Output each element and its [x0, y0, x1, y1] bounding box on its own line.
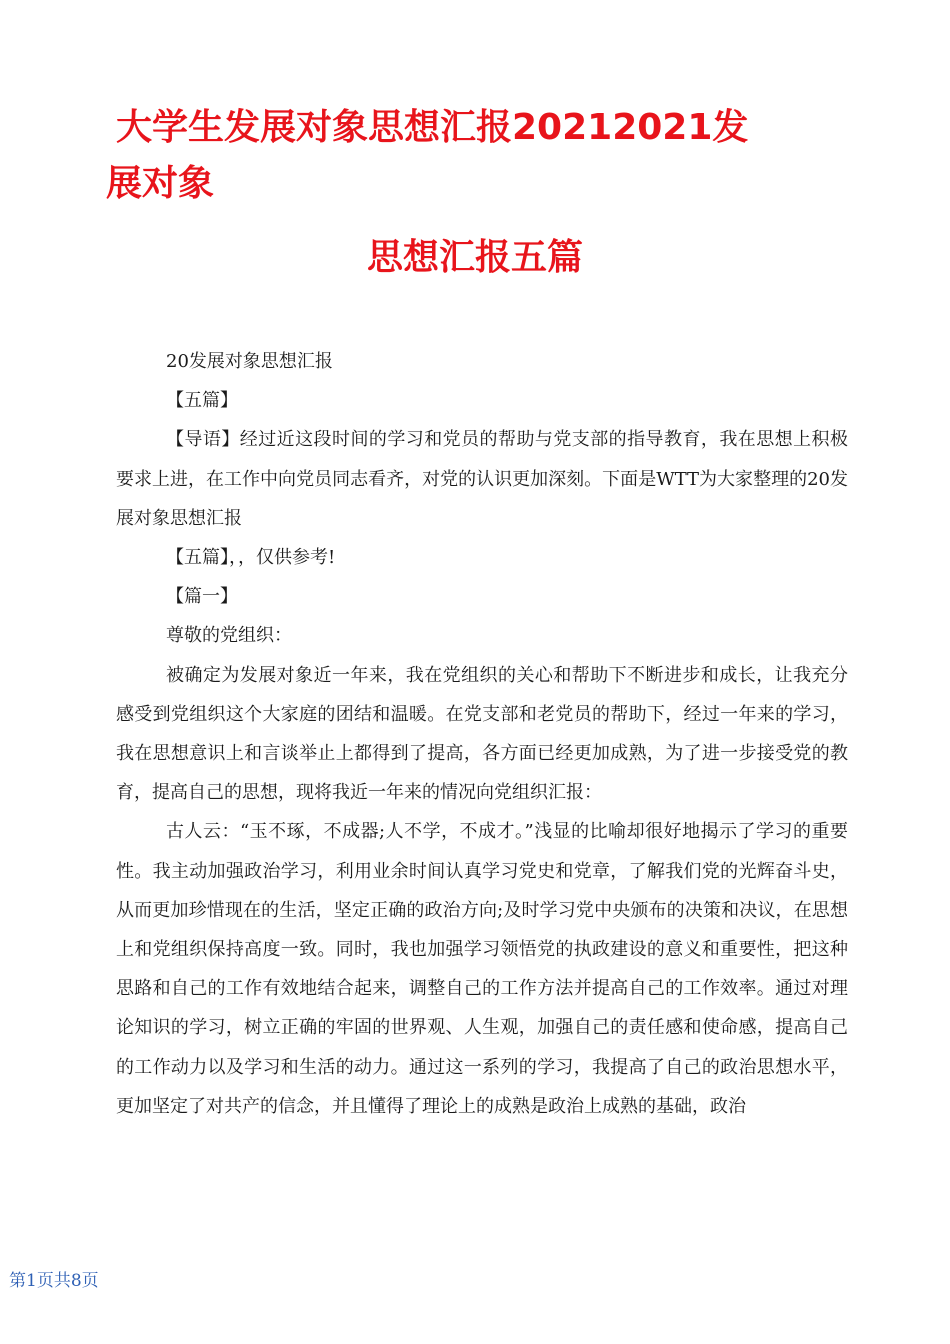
title-line-3: 思想汇报五篇	[366, 237, 583, 278]
paragraph: 尊敬的党组织：	[166, 625, 292, 647]
paragraph: 20发展对象思想汇报	[166, 351, 333, 372]
document-body	[116, 342, 848, 1126]
title-line-2: 展对象	[106, 163, 215, 204]
paragraph: 被确定为发展对象近一年来，我在党组织的关心和帮助下不断进步和成长，让我充分感受到党组织这个大家庭的团结和温暖。在党支部和老党员的帮助下，经过一年来的学习，我在思想意识上和言谈举止上都得到了提高，各方面已经更加成熟，为了进一步接受党的教育，提高自己的思想，现将我近一年来的情况向党组织汇报：	[116, 664, 848, 804]
paragraph: 【导语】经过近这段时间的学习和党员的帮助与党支部的指导教育，我在思想上积极要求上进，在工作中向党员同志看齐，对党的认识更加深刻。下面是WTT为大家整理的20发展对象思想汇报	[116, 429, 848, 529]
paragraph: 【五篇】，，仅供参考!	[166, 547, 336, 569]
title-line-1: 大学生发展对象思想汇报20212021发	[116, 107, 749, 148]
page-footer: 第1页共8页	[9, 1271, 99, 1291]
paragraph: 古人云：“玉不琢，不成器;人不学，不成才。”浅显的比喻却很好地揭示了学习的重要性。我主动加强政治学习，利用业余时间认真学习党史和党章，了解我们党的光辉奋斗史，从而更加珍惜现在的生活，坚定正确的政治方向;及时学习党中央颁布的决策和决议，在思想上和党组织保持高度一致。同时，我也加强学习领悟党的执政建设的意义和重要性，把这种思路和自己的工作有效地结合起来，调整自己的工作方法并提高自己的工作效率。通过对理论知识的学习，树立正确的牢固的世界观、人生观，加强自己的责任感和使命感，提高自己的工作动力以及学习和生活的动力。通过这一系列的学习，我提高了自己的政治思想水平，更加坚定了对共产的信念，并且懂得了理论上的成熟是政治上成熟的基础，政治	[116, 821, 848, 1117]
paragraph: 【五篇】	[166, 390, 238, 412]
paragraph: 【篇一】	[166, 586, 238, 608]
